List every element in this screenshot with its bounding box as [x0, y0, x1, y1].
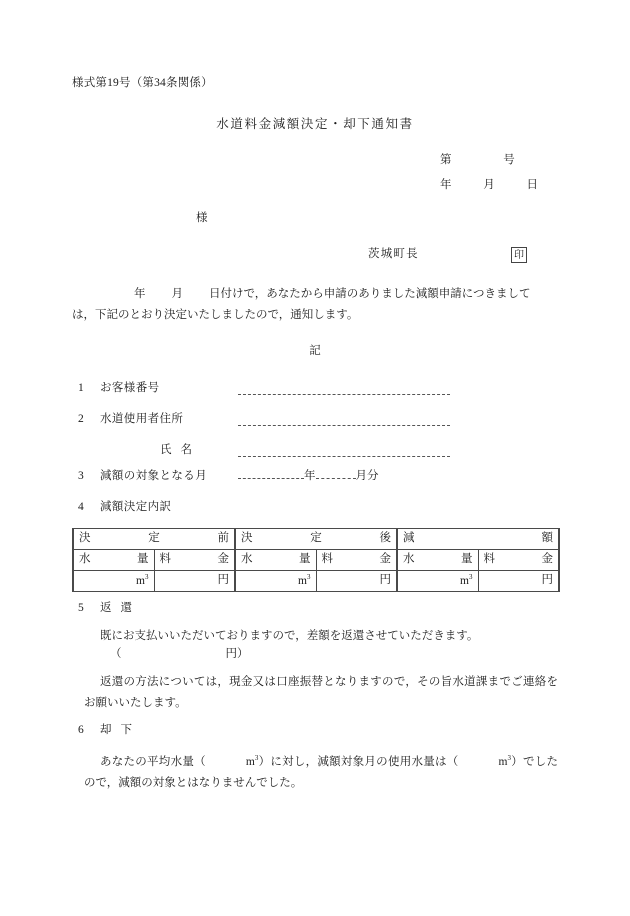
- refund-amount-open-paren: （: [110, 648, 122, 660]
- unit-m3-sup: 3: [507, 754, 511, 762]
- subheader-reduction-volume: 水 量: [397, 550, 478, 571]
- item-5-label-a: 返: [100, 602, 112, 614]
- refund-text-1: 既にお支払いいただいておりますので，差額を返還させていただきます。: [100, 630, 479, 642]
- cell-after-charge[interactable]: [316, 571, 397, 592]
- target-month-fill: [238, 471, 379, 483]
- item-6-label-a: 却: [100, 724, 112, 736]
- unit-m3: m: [460, 575, 469, 588]
- subheader-after-volume: 水 量: [235, 550, 316, 571]
- item-5-number: 5: [78, 602, 84, 614]
- date-year-label: 年: [440, 179, 452, 191]
- table-row-values: [73, 571, 559, 592]
- rejection-text-b: ）に対し，減額対象月の使用水量は（: [258, 755, 459, 768]
- reduction-breakdown-table: [72, 528, 560, 592]
- body-day-text: 日付けで，あなたから申請のありました減額申請につきまして: [209, 288, 531, 300]
- item-4-label: 減額決定内訳: [100, 501, 172, 513]
- subheader-before-charge: 料 金: [154, 550, 235, 571]
- body-year-label: 年: [134, 288, 146, 300]
- item-1-label: お客様番号: [100, 382, 160, 394]
- unit-m3-sup: 3: [307, 573, 311, 582]
- document-number-line: [440, 155, 515, 167]
- item-4-number: 4: [78, 501, 84, 513]
- rejection-text-c: ）でしたので，減額の対象とはなりませんでした。: [84, 755, 559, 789]
- refund-text-2: 返還の方法については，現金又は口座振替となりますので，その旨水道課までご連絡をお願いいたします。: [84, 676, 558, 709]
- document-title: 水道料金減額決定・却下通知書: [216, 117, 414, 131]
- fill-line-user-address: [238, 425, 450, 427]
- item-name-label-b: 名: [180, 444, 192, 456]
- item-1-number: 1: [78, 382, 84, 394]
- unit-m3-sup: 3: [254, 754, 259, 762]
- cell-reduction-charge[interactable]: [478, 571, 559, 592]
- item-2-label: 水道使用者住所: [100, 413, 184, 425]
- body-line-2: は，下記のとおり決定いたしましたので，通知します。: [72, 309, 359, 321]
- document-number-prefix: 第: [440, 154, 452, 166]
- cell-after-volume[interactable]: [235, 571, 316, 592]
- item-name-label-a: 氏: [160, 444, 172, 456]
- item-3-number: 3: [78, 470, 84, 482]
- rejection-text-a: あなたの平均水量（: [100, 755, 206, 768]
- item-refund-heading: [78, 603, 132, 615]
- seal-stamp-box: 印: [511, 247, 527, 263]
- body-paragraph: [72, 284, 558, 326]
- table-row-subheader: [73, 550, 559, 571]
- group-header-after: 決 定 後: [235, 529, 397, 550]
- unit-m3-sup: 3: [469, 573, 473, 582]
- refund-amount-line: [110, 649, 249, 661]
- cell-before-volume[interactable]: [73, 571, 154, 592]
- subheader-before-volume: 水 量: [73, 550, 154, 571]
- item-customer-number: [78, 383, 160, 395]
- target-year-blank: [238, 478, 304, 479]
- unit-yen: 円: [541, 574, 553, 587]
- refund-amount-unit: 円）: [225, 648, 249, 660]
- unit-m3: m: [245, 755, 255, 768]
- item-target-month: [78, 471, 207, 483]
- group-header-reduction: 減 額: [397, 529, 559, 550]
- target-month-blank: [316, 478, 356, 479]
- group-header-before: 決 定 前: [73, 529, 235, 550]
- unit-m3: m: [298, 575, 307, 588]
- form-number: 様式第19号（第34条関係）: [72, 77, 213, 89]
- item-2-number: 2: [78, 413, 84, 425]
- document-date-line: [440, 180, 538, 192]
- date-day-label: 日: [526, 179, 538, 191]
- table-row-group-header: [73, 529, 559, 550]
- body-month-label: 月: [171, 288, 183, 300]
- fill-line-customer-number: [238, 394, 450, 396]
- fill-line-user-name: [238, 456, 450, 458]
- subheader-reduction-charge: 料 金: [478, 550, 559, 571]
- addressee-honorific: 様: [196, 212, 208, 224]
- item-user-name: [160, 445, 192, 457]
- date-month-label: 月: [483, 179, 495, 191]
- item-3-label: 減額の対象となる月: [100, 470, 208, 482]
- issuer-name: 茨城町長: [368, 248, 419, 260]
- item-6-label-b: 下: [120, 724, 132, 736]
- unit-m3: m: [498, 755, 508, 768]
- cell-reduction-volume[interactable]: [397, 571, 478, 592]
- unit-yen: 円: [379, 574, 391, 587]
- unit-m3-sup: 3: [145, 573, 149, 582]
- item-rejection-heading: [78, 725, 132, 737]
- item-5-label-b: 還: [120, 602, 132, 614]
- target-month-unit: 月分: [355, 470, 379, 482]
- cell-before-charge[interactable]: [154, 571, 235, 592]
- unit-m3: m: [136, 575, 145, 588]
- document-number-suffix: 号: [503, 154, 515, 166]
- item-6-number: 6: [78, 724, 84, 736]
- item-breakdown-heading: [78, 502, 171, 514]
- target-year-unit: 年: [304, 470, 316, 482]
- rejection-text: [84, 748, 558, 794]
- subheader-after-charge: 料 金: [316, 550, 397, 571]
- item-user-address: [78, 414, 183, 426]
- unit-yen: 円: [217, 574, 229, 587]
- ki-heading: 記: [309, 345, 321, 357]
